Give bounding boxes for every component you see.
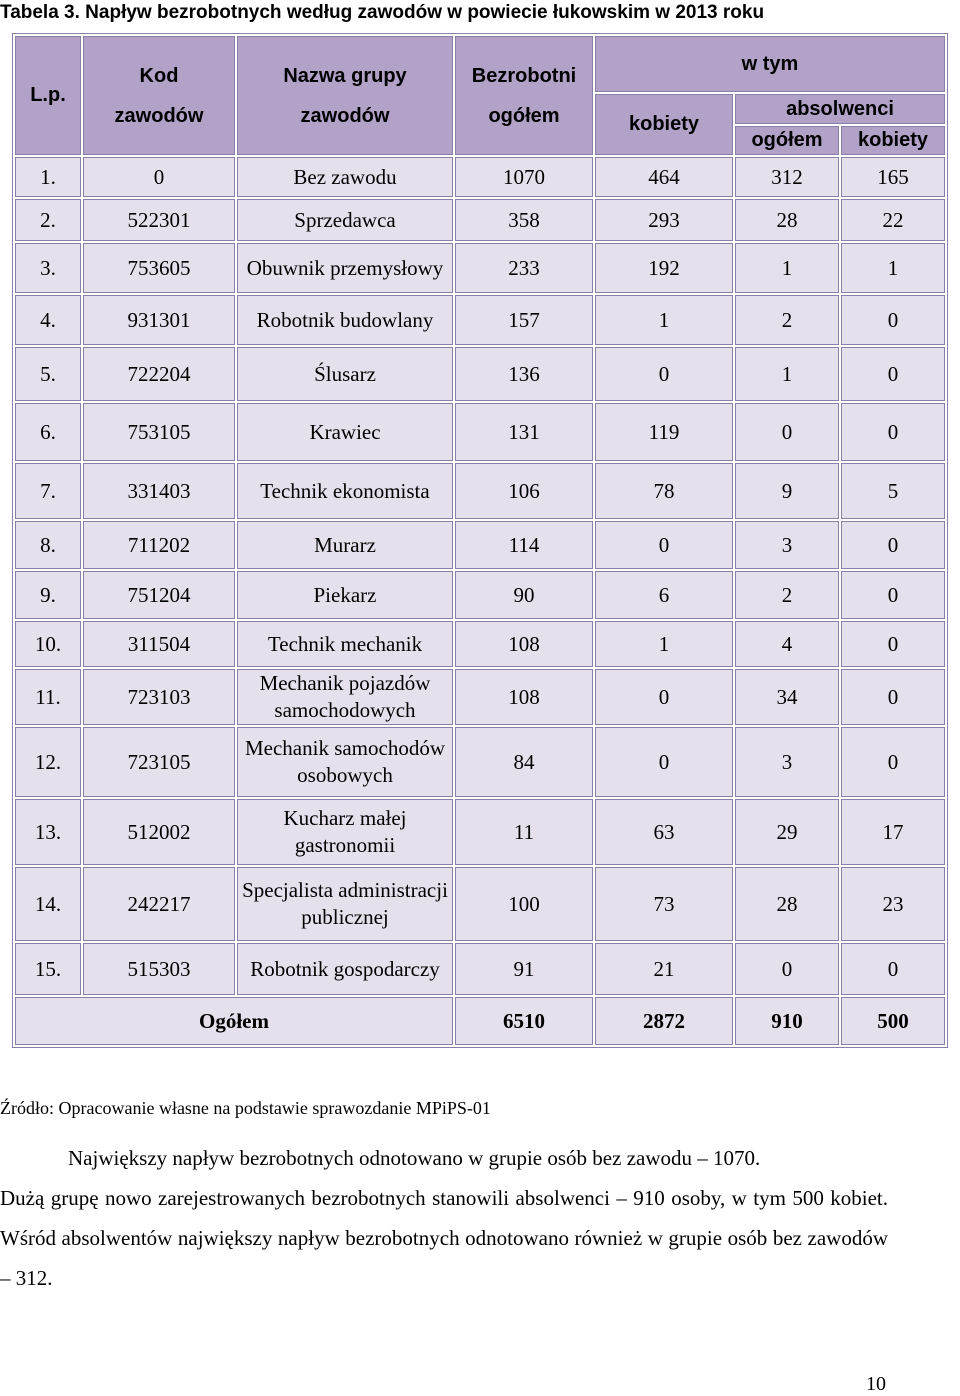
summary-paragraph	[0, 1138, 888, 1298]
cell-lp: 7.	[15, 463, 81, 519]
header-abs-kobiety: kobiety	[841, 126, 945, 155]
cell-kod: 242217	[83, 867, 235, 941]
table-row	[15, 347, 945, 401]
cell-kobiety: 1	[595, 295, 733, 345]
cell-kobiety: 0	[595, 521, 733, 569]
table-row	[15, 463, 945, 519]
cell-kobiety: 0	[595, 727, 733, 797]
cell-abs-ogolem: 1	[735, 347, 839, 401]
cell-kod: 711202	[83, 521, 235, 569]
cell-kod: 311504	[83, 621, 235, 667]
cell-abs-kobiety: 17	[841, 799, 945, 865]
total-abs-ogolem: 910	[735, 997, 839, 1045]
cell-ogolem: 131	[455, 403, 593, 461]
table-row	[15, 199, 945, 241]
cell-nazwa: Specjalista administracji publicznej	[237, 867, 453, 941]
cell-ogolem: 84	[455, 727, 593, 797]
cell-nazwa: Mechanik samochodów osobowych	[237, 727, 453, 797]
cell-ogolem: 11	[455, 799, 593, 865]
cell-ogolem: 358	[455, 199, 593, 241]
table-row	[15, 243, 945, 293]
cell-lp: 3.	[15, 243, 81, 293]
cell-ogolem: 106	[455, 463, 593, 519]
cell-abs-kobiety: 0	[841, 521, 945, 569]
cell-abs-ogolem: 28	[735, 199, 839, 241]
cell-kod: 753605	[83, 243, 235, 293]
cell-kobiety: 6	[595, 571, 733, 619]
cell-kobiety: 119	[595, 403, 733, 461]
header-nazwa-line2: zawodów	[300, 104, 390, 127]
table-row	[15, 403, 945, 461]
cell-kobiety: 464	[595, 157, 733, 197]
cell-abs-ogolem: 312	[735, 157, 839, 197]
cell-kod: 753105	[83, 403, 235, 461]
cell-lp: 9.	[15, 571, 81, 619]
table-row	[15, 571, 945, 619]
cell-ogolem: 233	[455, 243, 593, 293]
table-body	[15, 157, 945, 995]
table-row	[15, 799, 945, 865]
cell-abs-ogolem: 1	[735, 243, 839, 293]
cell-abs-kobiety: 0	[841, 403, 945, 461]
cell-nazwa: Robotnik budowlany	[237, 295, 453, 345]
cell-abs-kobiety: 1	[841, 243, 945, 293]
cell-nazwa: Kucharz małej gastronomii	[237, 799, 453, 865]
cell-lp: 4.	[15, 295, 81, 345]
cell-nazwa: Technik ekonomista	[237, 463, 453, 519]
cell-kod: 723103	[83, 669, 235, 725]
page-number: 10	[866, 1373, 886, 1395]
source-note: Źródło: Opracowanie własne na podstawie sprawozdanie MPiPS-01	[0, 1098, 491, 1118]
header-kod-line1: Kod	[139, 64, 179, 87]
total-abs-kobiety: 500	[841, 997, 945, 1045]
cell-abs-ogolem: 34	[735, 669, 839, 725]
cell-abs-kobiety: 23	[841, 867, 945, 941]
cell-kobiety: 192	[595, 243, 733, 293]
cell-abs-kobiety: 165	[841, 157, 945, 197]
header-kod-line2: zawodów	[114, 104, 204, 127]
cell-kod: 331403	[83, 463, 235, 519]
cell-abs-ogolem: 29	[735, 799, 839, 865]
cell-kobiety: 1	[595, 621, 733, 667]
cell-kobiety: 78	[595, 463, 733, 519]
header-kod	[83, 36, 235, 155]
cell-abs-kobiety: 0	[841, 571, 945, 619]
table-row	[15, 669, 945, 725]
summary-sentence-2: Dużą grupę nowo zarejestrowanych bezrobotnych stanowili absolwenci – 910 osoby, w tym 500 kobiet.	[0, 1186, 888, 1210]
total-row	[15, 997, 945, 1045]
cell-lp: 8.	[15, 521, 81, 569]
cell-kobiety: 293	[595, 199, 733, 241]
cell-ogolem: 157	[455, 295, 593, 345]
cell-kod: 512002	[83, 799, 235, 865]
header-kobiety: kobiety	[595, 94, 733, 155]
cell-abs-kobiety: 5	[841, 463, 945, 519]
cell-ogolem: 90	[455, 571, 593, 619]
cell-nazwa: Krawiec	[237, 403, 453, 461]
cell-nazwa: Sprzedawca	[237, 199, 453, 241]
cell-lp: 2.	[15, 199, 81, 241]
cell-ogolem: 136	[455, 347, 593, 401]
cell-kobiety: 0	[595, 669, 733, 725]
cell-abs-ogolem: 2	[735, 571, 839, 619]
cell-nazwa: Piekarz	[237, 571, 453, 619]
cell-kod: 723105	[83, 727, 235, 797]
cell-lp: 14.	[15, 867, 81, 941]
total-ogolem: 6510	[455, 997, 593, 1045]
cell-kod: 722204	[83, 347, 235, 401]
cell-kod: 515303	[83, 943, 235, 995]
cell-lp: 6.	[15, 403, 81, 461]
cell-abs-kobiety: 0	[841, 943, 945, 995]
cell-lp: 5.	[15, 347, 81, 401]
cell-abs-ogolem: 3	[735, 521, 839, 569]
cell-abs-ogolem: 3	[735, 727, 839, 797]
cell-ogolem: 114	[455, 521, 593, 569]
total-label: Ogółem	[15, 997, 453, 1045]
header-bezrobotni-line1: Bezrobotni	[471, 64, 577, 87]
cell-kobiety: 0	[595, 347, 733, 401]
cell-kobiety: 73	[595, 867, 733, 941]
cell-abs-kobiety: 0	[841, 295, 945, 345]
cell-ogolem: 1070	[455, 157, 593, 197]
header-bezrobotni	[455, 36, 593, 155]
header-absolwenci: absolwenci	[735, 94, 945, 124]
cell-abs-ogolem: 0	[735, 403, 839, 461]
cell-kobiety: 21	[595, 943, 733, 995]
cell-ogolem: 108	[455, 669, 593, 725]
cell-kod: 522301	[83, 199, 235, 241]
header-w-tym: w tym	[595, 36, 945, 92]
cell-abs-kobiety: 0	[841, 347, 945, 401]
cell-kod: 931301	[83, 295, 235, 345]
cell-abs-ogolem: 4	[735, 621, 839, 667]
cell-ogolem: 108	[455, 621, 593, 667]
cell-abs-kobiety: 0	[841, 621, 945, 667]
cell-nazwa: Murarz	[237, 521, 453, 569]
cell-abs-ogolem: 28	[735, 867, 839, 941]
cell-nazwa: Technik mechanik	[237, 621, 453, 667]
table-row	[15, 295, 945, 345]
cell-kobiety: 63	[595, 799, 733, 865]
cell-abs-ogolem: 2	[735, 295, 839, 345]
cell-nazwa: Ślusarz	[237, 347, 453, 401]
cell-nazwa: Robotnik gospodarczy	[237, 943, 453, 995]
cell-nazwa: Bez zawodu	[237, 157, 453, 197]
cell-abs-ogolem: 0	[735, 943, 839, 995]
cell-lp: 13.	[15, 799, 81, 865]
cell-lp: 12.	[15, 727, 81, 797]
table-caption: Tabela 3. Napływ bezrobotnych według zawodów w powiecie łukowskim w 2013 roku	[0, 2, 765, 23]
cell-ogolem: 91	[455, 943, 593, 995]
cell-ogolem: 100	[455, 867, 593, 941]
cell-lp: 10.	[15, 621, 81, 667]
header-nazwa-line1: Nazwa grupy	[283, 64, 407, 87]
summary-sentence-3: Wśród absolwentów największy napływ bezrobotnych odnotowano również w grupie osób bez zawodów – 312.	[0, 1226, 888, 1290]
cell-lp: 11.	[15, 669, 81, 725]
header-nazwa	[237, 36, 453, 155]
table-row	[15, 867, 945, 941]
table-row	[15, 157, 945, 197]
cell-nazwa: Obuwnik przemysłowy	[237, 243, 453, 293]
cell-kod: 751204	[83, 571, 235, 619]
cell-lp: 1.	[15, 157, 81, 197]
cell-kod: 0	[83, 157, 235, 197]
cell-abs-kobiety: 0	[841, 727, 945, 797]
cell-abs-kobiety: 0	[841, 669, 945, 725]
table-row	[15, 521, 945, 569]
header-bezrobotni-line2: ogółem	[488, 104, 560, 127]
cell-abs-ogolem: 9	[735, 463, 839, 519]
table-row	[15, 943, 945, 995]
table-row	[15, 727, 945, 797]
cell-lp: 15.	[15, 943, 81, 995]
summary-sentence-1: Największy napływ bezrobotnych odnotowano w grupie osób bez zawodu – 1070.	[68, 1146, 761, 1170]
unemployment-table	[12, 33, 948, 1048]
table-row	[15, 621, 945, 667]
header-abs-ogolem: ogółem	[735, 126, 839, 155]
total-kobiety: 2872	[595, 997, 733, 1045]
cell-abs-kobiety: 22	[841, 199, 945, 241]
cell-nazwa: Mechanik pojazdów samochodowych	[237, 669, 453, 725]
header-lp: L.p.	[15, 36, 81, 155]
